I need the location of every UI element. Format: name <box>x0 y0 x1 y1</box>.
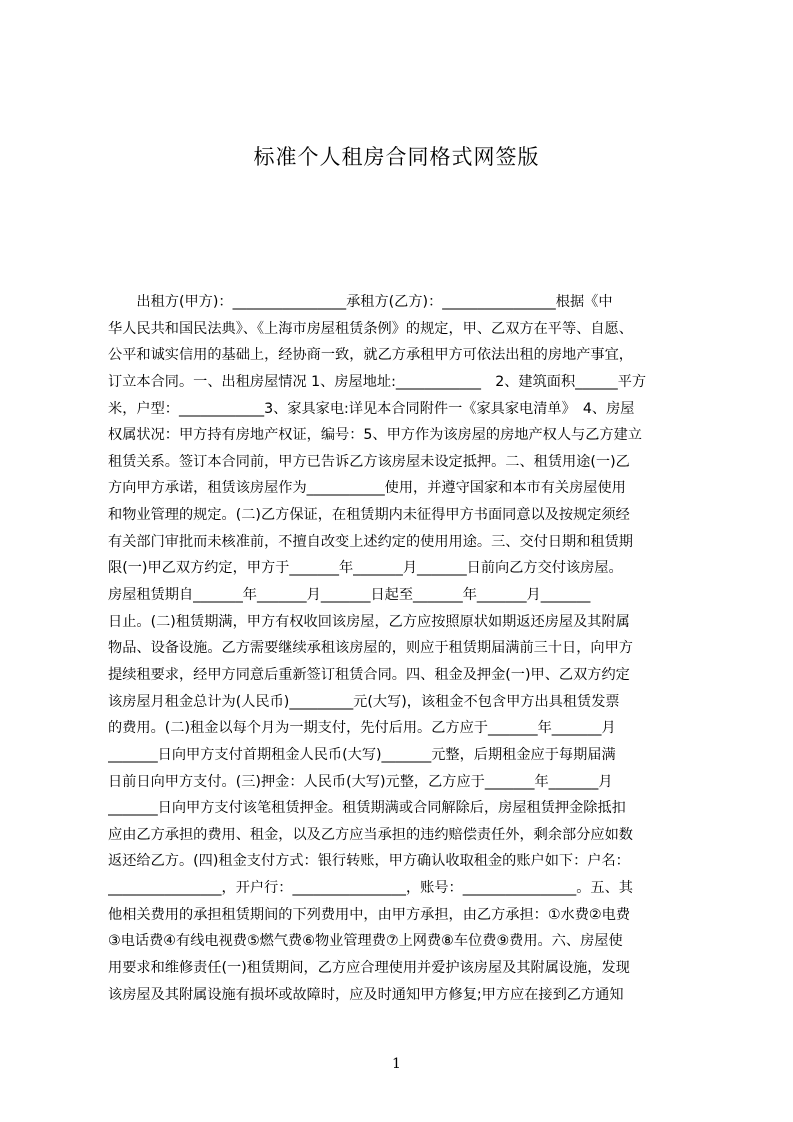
body-line: 他相关费用的承担租赁期间的下列费用中，由甲方承担，由乙方承担：①水费②电费 <box>108 906 631 923</box>
body-line: 公平和诚实信用的基础上，经协商一致，就乙方承租甲方可依法出租的房地产事宜， <box>108 347 633 364</box>
body-line: 租赁关系。签订本合同前，甲方已告诉乙方该房屋未设定抵押。二、租赁用途(一)乙 <box>108 453 630 470</box>
body-line: 返还给乙方。(四)租金支付方式：银行转账，甲方确认收取租金的账户如下：户名： <box>108 853 630 870</box>
body-line: _______日向甲方支付该笔租赁押金。租赁期满或合同解除后，房屋租赁押金除抵扣 <box>108 800 626 817</box>
body-line: 物品、设备设施。乙方需要继续承租该房屋的，则应于租赁期届满前三十日，向甲方 <box>108 640 633 657</box>
body-line: 方向甲方承诺，租赁该房屋作为___________使用，并遵守国家和本市有关房屋使用 <box>108 480 626 497</box>
body-line: 提续租要求，经甲方同意后重新签订租赁合同。四、租金及押金(一)甲、乙双方约定 <box>108 666 630 683</box>
body-line: 权属状况：甲方持有房地产权证，编号：5、甲方作为该房屋的房地产权人与乙方建立 <box>108 427 642 444</box>
body-line: 米，户型：____________3、家具家电:详见本合同附件一《家具家电清单》 4、房屋 <box>108 400 635 417</box>
document-body <box>108 289 698 1008</box>
body-line: 房屋租赁期自_______年_______月_______日起至_______年_______月_______ <box>108 587 591 604</box>
body-line: ________________，开户行：________________，账号：________________。五、其 <box>108 880 633 897</box>
body-line: _______日向甲方支付首期租金人民币(大写)_______元整，后期租金应于每期届满 <box>108 746 616 763</box>
body-line: 和物业管理的规定。(二)乙方保证，在租赁期内未征得甲方书面同意以及按规定须经 <box>108 507 630 524</box>
body-line: 该房屋及其附属设施有损坏或故障时，应及时通知甲方修复;甲方应在接到乙方通知 <box>108 986 624 1003</box>
body-line: 的费用。(二)租金以每个月为一期支付，先付后用。乙方应于_______年_______月 <box>108 720 616 737</box>
page-number: 1 <box>392 1056 401 1072</box>
document-title: 标准个人租房合同格式网签版 <box>253 145 540 169</box>
body-line: 华人民共和国民法典》、《上海市房屋租赁条例》的规定，甲、乙双方在平等、自愿、 <box>108 320 633 337</box>
body-line: 日前日向甲方支付。(三)押金：人民币(大写)元整，乙方应于_______年_______月 <box>108 773 613 790</box>
body-line: 该房屋月租金总计为(人民币)_________元(大写)，该租金不包含甲方出具租赁发票 <box>108 693 620 710</box>
body-line: 出租方(甲方)：________________承租方(乙方)：________________根据《中 <box>108 294 613 310</box>
body-line: 日止。(二)租赁期满，甲方有权收回该房屋，乙方应按照原状如期返还房屋及其附属 <box>108 613 630 630</box>
body-line: 订立本合同。一、出租房屋情况 1、房屋地址:____________ 2、建筑面积______平方 <box>108 373 647 390</box>
body-line: 用要求和维修责任(一)租赁期间，乙方应合理使用并爱护该房屋及其附属设施，发现 <box>108 960 630 977</box>
body-line: 应由乙方承担的费用、租金，以及乙方应当承担的违约赔偿责任外，剩余部分应如数 <box>108 826 633 843</box>
body-line: 限(一)甲乙双方约定，甲方于_______年_______月_______日前向乙方交付该房屋。 <box>108 560 623 577</box>
body-line: ③电话费④有线电视费⑤燃气费⑥物业管理费⑦上网费⑧车位费⑨费用。六、房屋使 <box>108 933 623 950</box>
body-line: 有关部门审批而未核准前，不擅自改变上述约定的使用用途。三、交付日期和租赁期 <box>108 533 633 550</box>
